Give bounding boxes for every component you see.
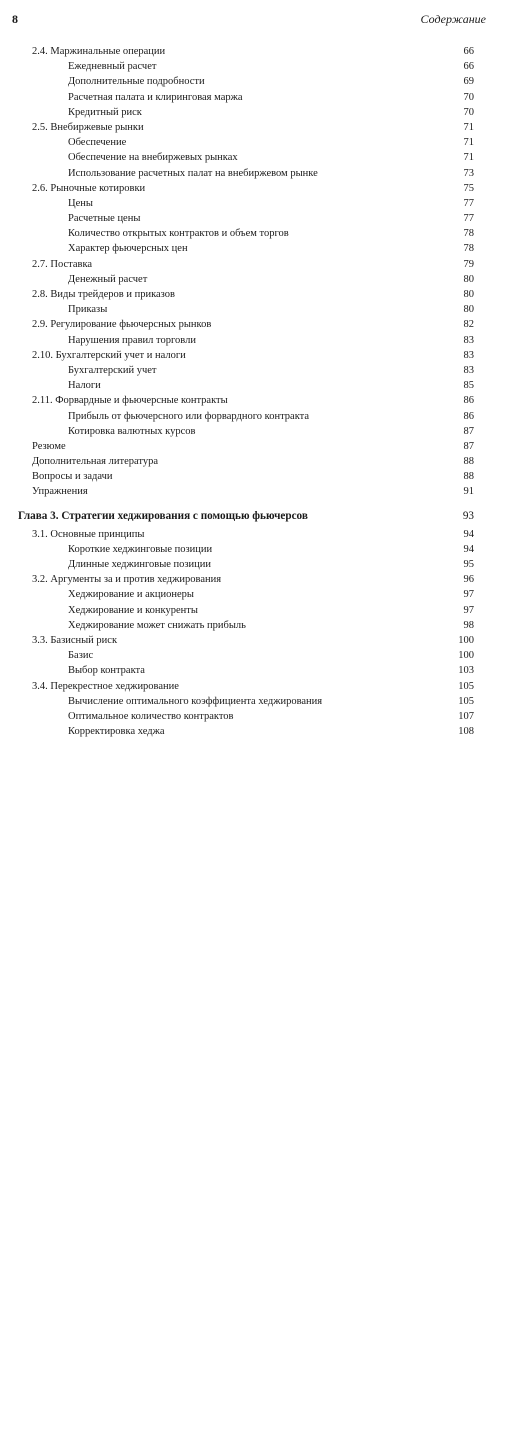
toc-entry-title: 2.8. Виды трейдеров и приказов [32, 289, 175, 300]
toc-entry-title: Оптимальное количество контрактов [68, 710, 234, 722]
toc-entry-title: Нарушения правил торговли [68, 334, 196, 346]
toc-entry-page: 86 [463, 410, 474, 422]
toc-entry-page: 77 [463, 213, 474, 225]
toc-entry-page: 100 [458, 634, 474, 646]
toc-entry-title: Выбор контракта [68, 665, 145, 677]
toc-subsection-entry [0, 709, 508, 724]
toc-entry-title: 3.2. Аргументы за и против хеджирования [32, 574, 222, 586]
toc-subsection-entry [0, 694, 508, 709]
toc-entry-page: 73 [463, 167, 474, 179]
toc-subsection-entry [0, 333, 508, 348]
toc-section-entry [0, 484, 508, 499]
toc-entry-title: Короткие хеджинговые позиции [68, 543, 213, 555]
toc-subsection-entry [0, 226, 508, 241]
toc-entry-page: 71 [463, 121, 474, 133]
toc-subsection-entry [0, 724, 508, 739]
page-number: 8 [12, 12, 18, 26]
toc-section-entry [0, 287, 508, 302]
toc-section-entry [0, 257, 508, 272]
toc-entry-page: 70 [463, 91, 474, 103]
page-header [0, 0, 508, 30]
toc-entry-page: 83 [463, 364, 474, 376]
toc-entry-title: 2.9. Регулирование фьючерсных рынков [32, 319, 212, 331]
toc-section-entry [0, 44, 508, 59]
toc-entry-title: Котировка валютных курсов [68, 425, 196, 437]
toc-entry-title: 2.10. Бухгалтерский учет и налоги [32, 349, 186, 361]
toc-entry-title: Хеджирование и акционеры [68, 589, 194, 601]
toc-entry-page: 94 [463, 528, 474, 540]
toc-entry-title: Обеспечение на внебиржевых рынках [68, 152, 238, 164]
toc-entry-title: 3.4. Перекрестное хеджирование [32, 680, 179, 692]
toc-subsection-entry [0, 166, 508, 181]
toc-section-entry [0, 572, 508, 587]
toc-entry-page: 108 [458, 726, 474, 738]
toc-entry-page: 87 [463, 425, 474, 437]
toc-entry-page: 105 [458, 680, 474, 692]
toc-entry-page: 66 [463, 46, 474, 57]
toc-entry-title: Характер фьючерсных цен [68, 243, 188, 255]
table-of-contents [0, 44, 508, 739]
toc-entry-page: 88 [463, 471, 474, 483]
toc-entry-title: 2.7. Поставка [32, 258, 93, 270]
toc-section-entry [0, 527, 508, 542]
toc-entry-page: 96 [463, 574, 474, 586]
toc-entry-title: Хеджирование может снижать прибыль [68, 619, 246, 631]
toc-entry-page: 100 [458, 650, 474, 662]
toc-entry-page: 97 [463, 589, 474, 601]
toc-subsection-entry [0, 424, 508, 439]
toc-entry-title: Базис [68, 650, 94, 662]
toc-entry-title: Вопросы и задачи [32, 471, 113, 483]
toc-entry-title: Резюме [32, 440, 66, 452]
toc-entry-title: Дополнительные подробности [68, 76, 205, 88]
toc-subsection-entry [0, 272, 508, 287]
toc-entry-title: Корректировка хеджа [68, 726, 165, 738]
toc-entry-title: 2.5. Внебиржевые рынки [32, 121, 144, 133]
toc-entry-page: 105 [458, 695, 474, 707]
toc-chapter-entry [0, 505, 508, 527]
toc-entry-title: Приказы [68, 304, 108, 316]
toc-entry-title: Денежный расчет [68, 273, 148, 285]
toc-subsection-entry [0, 196, 508, 211]
toc-subsection-entry [0, 618, 508, 633]
toc-subsection-entry [0, 135, 508, 150]
toc-entry-page: 71 [463, 152, 474, 164]
toc-entry-page: 80 [463, 289, 474, 300]
toc-entry-page: 98 [463, 619, 474, 631]
toc-entry-page: 69 [463, 76, 474, 88]
toc-entry-page: 75 [463, 182, 474, 194]
toc-entry-title: Расчетные цены [68, 213, 141, 225]
toc-entry-title: Расчетная палата и клиринговая маржа [68, 91, 243, 103]
toc-entry-title: Вычисление оптимального коэффициента хеджирования [68, 695, 323, 707]
toc-entry-title: Обеспечение [68, 137, 127, 149]
toc-entry-page: 78 [463, 243, 474, 255]
toc-entry-page: 95 [463, 559, 474, 570]
toc-entry-page: 86 [463, 395, 474, 407]
toc-entry-title: 2.4. Маржинальные операции [32, 46, 166, 57]
toc-entry-title: Использование расчетных палат на внебиржевом рынке [68, 167, 318, 179]
toc-subsection-entry [0, 603, 508, 618]
toc-entry-title: Длинные хеджинговые позиции [68, 559, 212, 570]
toc-entry-page: 80 [463, 273, 474, 285]
toc-section-entry [0, 181, 508, 196]
toc-entry-title: 2.6. Рыночные котировки [32, 182, 146, 194]
toc-entry-title: Дополнительная литература [32, 456, 158, 468]
toc-subsection-entry [0, 557, 508, 572]
toc-entry-title: Хеджирование и конкуренты [68, 604, 198, 616]
toc-section-entry [0, 469, 508, 484]
toc-subsection-entry [0, 409, 508, 424]
toc-entry-page: 70 [463, 106, 474, 118]
toc-section-entry [0, 679, 508, 694]
toc-entry-page: 71 [463, 137, 474, 149]
toc-subsection-entry [0, 542, 508, 557]
toc-subsection-entry [0, 59, 508, 74]
toc-section-entry [0, 317, 508, 332]
toc-entry-title: Кредитный риск [68, 106, 142, 118]
toc-subsection-entry [0, 378, 508, 393]
toc-entry-title: Ежедневный расчет [68, 61, 157, 73]
toc-entry-page: 82 [463, 319, 474, 331]
running-title: Содержание [420, 12, 486, 26]
toc-entry-page: 93 [462, 509, 474, 522]
toc-entry-title: Налоги [68, 380, 101, 392]
toc-entry-title: 2.11. Форвардные и фьючерсные контракты [32, 395, 228, 407]
toc-entry-title: 3.3. Базисный риск [32, 634, 118, 646]
toc-section-entry [0, 633, 508, 648]
toc-entry-page: 79 [463, 258, 474, 270]
toc-entry-page: 85 [463, 380, 474, 392]
toc-entry-page: 80 [463, 304, 474, 316]
toc-entry-title: Прибыль от фьючерсного или форвардного контракта [68, 410, 310, 422]
toc-section-entry [0, 393, 508, 408]
toc-subsection-entry [0, 648, 508, 663]
toc-section-entry [0, 120, 508, 135]
toc-entry-page: 88 [463, 456, 474, 468]
toc-entry-page: 87 [463, 440, 474, 452]
toc-entry-page: 97 [463, 604, 474, 616]
toc-subsection-entry [0, 587, 508, 602]
toc-entry-page: 107 [458, 710, 474, 722]
toc-entry-title: Глава 3. Стратегии хеджирования с помощью фьючерсов [18, 509, 308, 522]
toc-subsection-entry [0, 211, 508, 226]
toc-entry-title: Упражнения [32, 486, 88, 498]
toc-entry-title: Количество открытых контрактов и объем торгов [68, 228, 289, 240]
toc-subsection-entry [0, 302, 508, 317]
toc-section-entry [0, 348, 508, 363]
toc-entry-title: Цены [68, 197, 93, 209]
toc-subsection-entry [0, 105, 508, 120]
toc-section-entry [0, 439, 508, 454]
toc-entry-page: 83 [463, 334, 474, 346]
toc-subsection-entry [0, 363, 508, 378]
toc-entry-page: 91 [463, 486, 474, 498]
toc-entry-page: 78 [463, 228, 474, 240]
toc-entry-title: Бухгалтерский учет [68, 364, 157, 376]
toc-entry-page: 94 [463, 543, 474, 555]
toc-entry-page: 103 [458, 665, 474, 677]
toc-subsection-entry [0, 663, 508, 678]
toc-subsection-entry [0, 90, 508, 105]
toc-subsection-entry [0, 241, 508, 256]
toc-section-entry [0, 454, 508, 469]
toc-entry-title: 3.1. Основные принципы [32, 528, 145, 540]
toc-entry-page: 83 [463, 349, 474, 361]
toc-entry-page: 66 [463, 61, 474, 73]
toc-entry-page: 77 [463, 197, 474, 209]
toc-subsection-entry [0, 74, 508, 89]
toc-subsection-entry [0, 150, 508, 165]
